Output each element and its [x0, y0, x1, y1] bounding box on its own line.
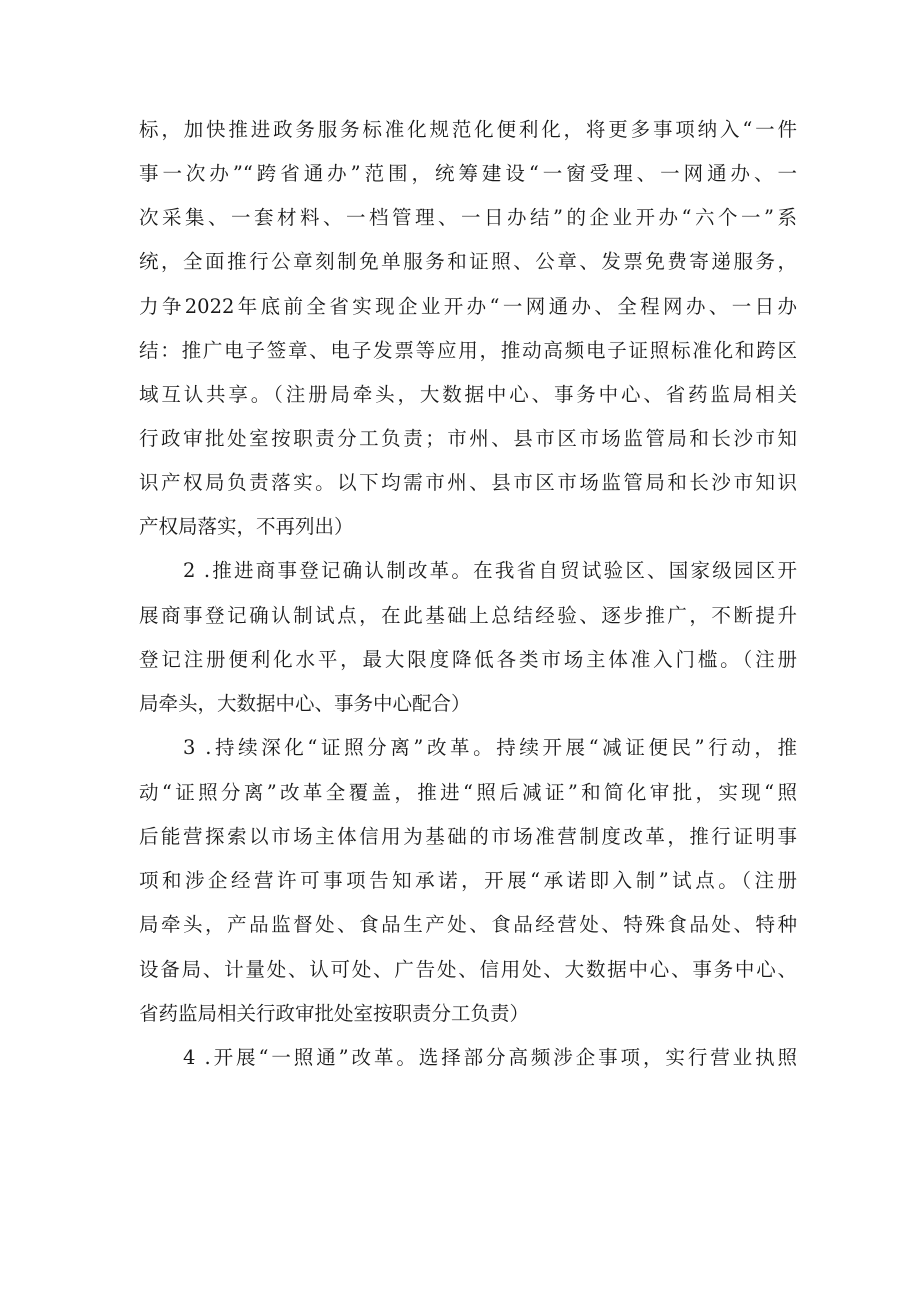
paragraph-1-line-1: 标，加快推进政务服务标准化规范化便利化，将更多事项纳入“一件	[139, 118, 797, 141]
paragraph-3-line-7: 省药监局相关行政审批处室按职责分工负责）	[139, 1002, 530, 1025]
paragraph-2-line-3: 登记注册便利化水平，最大限度降低各类市场主体准入门槛。（注册	[139, 648, 797, 671]
paragraph-2-line-2: 展商事登记确认制试点，在此基础上总结经验、逐步推广，不断提升	[139, 604, 797, 627]
paragraph-1-line-6: 结：推广电子签章、电子发票等应用，推动高频电子证照标准化和跨区	[139, 339, 797, 362]
paragraph-1-line-2: 事一次办”“跨省通办”范围，统筹建设“一窗受理、一网通办、一	[139, 162, 797, 185]
paragraph-1-line-9: 识产权局负责落实。以下均需市州、县市区市场监管局和长沙市知识	[139, 471, 797, 494]
paragraph-3-line-3: 后能营探索以市场主体信用为基础的市场准营制度改革，推行证明事	[139, 825, 797, 848]
paragraph-3-line-5: 局牵头，产品监督处、食品生产处、食品经营处、特殊食品处、特种	[139, 913, 797, 936]
paragraph-1-line-3: 次采集、一套材料、一档管理、一日办结”的企业开办“六个一”系	[139, 206, 797, 229]
paragraph-1-line-4: 统，全面推行公章刻制免单服务和证照、公章、发票免费寄递服务，	[139, 250, 797, 273]
paragraph-3-line-2: 动“证照分离”改革全覆盖，推进“照后减证”和简化审批，实现“照	[139, 781, 797, 804]
paragraph-3-line-4: 项和涉企经营许可事项告知承诺，开展“承诺即入制”试点。（注册	[139, 869, 797, 892]
paragraph-2-line-4: 局牵头，大数据中心、事务中心配合）	[139, 692, 471, 715]
paragraph-1-line-5: 力争2022年底前全省实现企业开办“一网通办、全程网办、一日办	[139, 295, 797, 318]
paragraph-1-line-7: 域互认共享。（注册局牵头，大数据中心、事务中心、省药监局相关	[139, 383, 797, 406]
paragraph-3-line-1: 3 .持续深化“证照分离”改革。持续开展“减证便民”行动，推	[183, 736, 797, 759]
paragraph-3-line-6: 设备局、计量处、认可处、广告处、信用处、大数据中心、事务中心、	[139, 958, 797, 981]
paragraph-1-line-10: 产权局落实，不再列出）	[139, 515, 354, 538]
paragraph-2-line-1: 2 .推进商事登记确认制改革。在我省自贸试验区、国家级园区开	[183, 559, 797, 582]
paragraph-1-line-8: 行政审批处室按职责分工负责；市州、县市区市场监管局和长沙市知	[139, 427, 797, 450]
paragraph-4-line-1: 4 .开展“一照通”改革。选择部分高频涉企事项，实行营业执照	[183, 1046, 797, 1069]
